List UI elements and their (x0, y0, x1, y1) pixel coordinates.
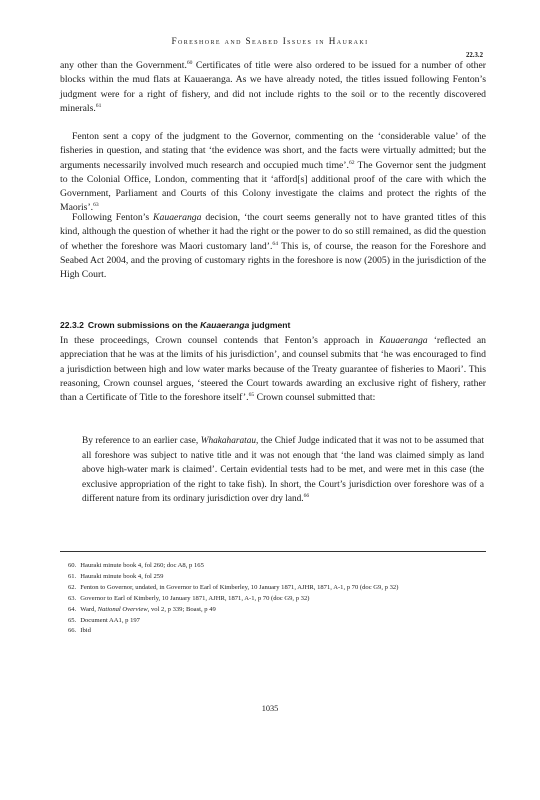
text-run: ‘reflected an appreciation that he was at the limits of his jurisdiction’, and counsel submits that ‘he was encouraged to find a jurisdiction between high and low water marks because of the Treaty guarantee of fisheries to Maori’. This reasoning, Crown counsel argues, ‘steered the Court towards awarding an exclusive right of fishery, rather than a Certificate of Title to the foreshore itself’. (60, 335, 487, 404)
footnote-number: 64. (68, 605, 77, 613)
footnote (68, 561, 488, 572)
section-heading (60, 320, 290, 330)
block-quote (82, 434, 484, 507)
footnote (68, 616, 488, 627)
footnote-ref[interactable]: 61 (95, 102, 102, 109)
footnote-ref[interactable]: 65 (248, 392, 255, 399)
footnote-ref[interactable]: 63 (93, 202, 99, 209)
running-head: Foreshore and Seabed Issues in Hauraki (171, 36, 369, 46)
footnote-title: National Overview (97, 605, 148, 613)
footnote-text: Ibid (80, 627, 91, 635)
paragraph-2 (60, 130, 486, 216)
text-run: This is, of course, the reason for the Foreshore and Seabed Act 2004, and the proving of customary rights in the foreshore is now (2005) in the jurisdiction of the High Court. (60, 240, 486, 281)
footnote-text: Hauraki minute book 4, fol 260; doc A8, p 165 (80, 562, 204, 569)
footnote (68, 626, 488, 637)
footnote-number: 65. (68, 616, 77, 624)
text-run: Following Fenton’s (72, 212, 154, 223)
case-name: Kauaeranga (379, 335, 428, 346)
case-name: Kauaeranga (153, 212, 202, 223)
paragraph-4 (60, 334, 486, 405)
footnote-text: Governor to Earl of Kimberly, 10 January 1871, AJHR, 1871, A-1, p 70 (doc G9, p 32) (80, 594, 310, 602)
footnote-ref[interactable]: 66 (303, 493, 310, 500)
footnotes (68, 561, 488, 637)
text-run: Crown counsel submitted that: (254, 392, 376, 404)
text-run: Fenton sent a copy of the judgment to the Governor, commenting on the ‘considerable value’ of the fisheries in question, and stating that ‘the evidence was short, and the facts were virtually admitted; but the arguments necessarily involved much research and occupied much time’. (60, 131, 486, 171)
section-tag: 22.3.2 (466, 52, 483, 59)
footnote-text: Document AA1, p 197 (80, 616, 140, 624)
footnote (68, 572, 488, 583)
paragraph-1 (60, 59, 486, 116)
footnote-number: 62. (68, 583, 77, 591)
footnote-text: Hauraki minute book 4, fol 259 (80, 572, 164, 580)
footnote (68, 594, 488, 605)
text-run: decision, ‘the court seems generally not to have granted titles of this kind, although the question of whether it had the right or the power to do so still remained, as did the question of whether the foreshore was Maori customary land’. (60, 212, 486, 252)
footnote-ref[interactable]: 62 (348, 159, 355, 166)
text-run: The Governor sent the judgment to the Colonial Office, London, commenting that it ‘afford[s] additional proof of the care with which the Government, Parliament and Courts of this Colony investigate the claims and protect the rights of the Maoris’. (60, 159, 486, 214)
text-run: Certificates of title were also ordered to be issued for a number of other blocks within the mud flats at Kauaeranga. As we have already noted, the titles issued following Fenton’s judgment were for a right of fishery, and did not include rights to the soil or to the recently discovered minerals. (60, 60, 486, 114)
footnote-number: 61. (68, 572, 77, 580)
section-title-part: judgment (249, 320, 291, 330)
text-run: any other than the Government. (60, 60, 187, 71)
page-number: 1035 (261, 704, 279, 713)
paragraph-3 (60, 211, 486, 282)
footnote (68, 583, 488, 594)
footnote (68, 605, 488, 616)
text-run: By reference to an earlier case, (82, 436, 201, 446)
footnote-text: Ward, (80, 605, 98, 613)
text-run: , the Chief Judge indicated that it was not to be assumed that all foreshore was subject to native title and it was not enough that ‘the land was claimed simply as land above high-water mark is claimed’. Certain evidential tests had to be met, and were met in this case (the exclusive appropriation of the right to take fish). In short, the Court’s jurisdiction over foreshore was of a different nature from its ordinary jurisdiction over dry land. (82, 436, 484, 505)
footnote-text: , vol 2, p 339; Boast, p 49 (147, 605, 216, 613)
footnote-number: 66. (68, 627, 77, 635)
case-name: Whakaharatau (200, 436, 256, 446)
footnote-divider (60, 551, 486, 552)
footnote-text: Fenton to Governor, undated, in Governor to Earl of Kimberley, 10 January 1871, AJHR, 1871, A-1, p 70 (doc G9, p 32) (80, 583, 399, 591)
footnote-number: 63. (68, 594, 77, 602)
section-title-part: Crown submissions on the (87, 320, 201, 330)
section-number: 22.3.2 (60, 320, 84, 330)
footnote-ref[interactable]: 60 (186, 60, 193, 66)
footnote-number: 60. (68, 562, 77, 569)
text-run: In these proceedings, Crown counsel contends that Fenton’s approach in (60, 335, 380, 346)
footnote-ref[interactable]: 64 (272, 240, 279, 247)
section-title-italic: Kauaeranga (200, 320, 250, 330)
